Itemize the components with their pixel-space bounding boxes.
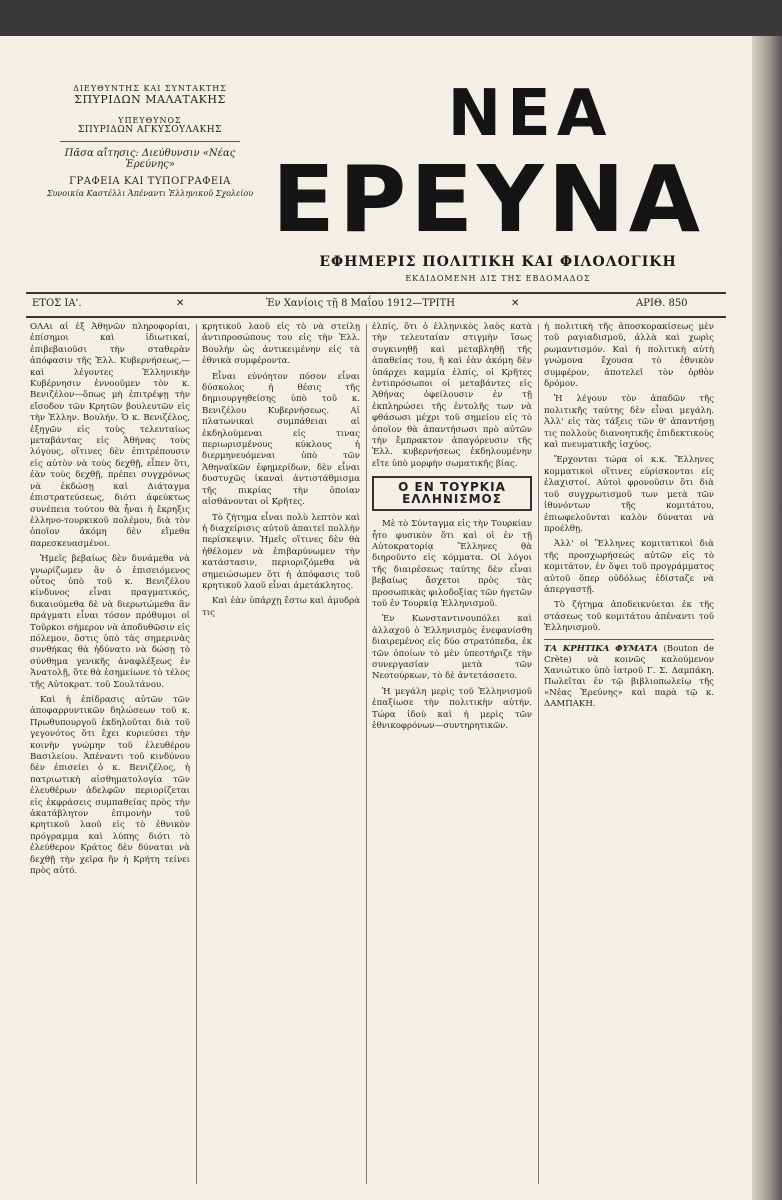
staff-box <box>40 84 260 198</box>
title-nea: ΝΕΑ <box>447 77 613 151</box>
title-ereuna: ΕΡΕΥΝΑ <box>272 146 704 253</box>
staff-divider <box>60 141 240 142</box>
editor-role: ΔΙΕΥΘΥΝΤΗΣ ΚΑΙ ΣΥΝΤΑΚΤΗΣ <box>73 84 227 93</box>
article-paragraph: Ἐν Κωνσταντινουπόλει καὶ ἀλλαχοῦ ὁ Ἑλληνισμὸς ἐνεφανίσθη διαιρεμένος εἰς δύο στρατόπεδα, ἐκ τῶν ὁποίων τὸ μὲν ὑπεστήριζε τὴν συνεργασίαν μετὰ τῶν Νεοτούρκων, τὸ δὲ ἀντετάσσετο. <box>372 614 532 682</box>
article-paragraph: Τὸ ζήτημα ἀποδεικνύεται ἐκ τῆς στάσεως τοῦ κομιτάτου ἀπέναντι τοῦ Ἑλληνισμοῦ. <box>544 600 714 634</box>
article-paragraph: Μὲ τὸ Σύνταγμα εἰς τὴν Τουρκίαν ἦτο φυσικὸν ὅτι καὶ οἱ ἐν τῇ Αὐτοκρατορίᾳ Ἕλληνες θὰ διηροῦντο εἰς κόμματα. Οἱ λόγοι τῆς διαιρέσεως ταύτης δὲν εἶναι βεβαίως ἄσχετοι πρὸς τὰς προσωπικὰς φιλοδοξίας τῶν ἠγετῶν τοῦ ἐν Τουρκίᾳ Ἑλληνισμοῦ. <box>372 519 532 609</box>
advertisement-note <box>544 639 714 710</box>
page-edge <box>752 36 782 1200</box>
ad-text: (Bouton de Crète) νὰ κοινῶς καλούμενον Χανιώτικο ὑπὸ ἰατροῦ Γ. Σ. Δαμπάκη. Πωλεῖται ἐν τῷ βιβλιοπωλείῳ τῆς «Νέας Ἐρεύνης» καὶ παρὰ τῷ κ. ΔΑΜΠΑΚΗ. <box>544 643 714 709</box>
article-paragraph: Ἡ λέγουν τὸν ἀπαδῶν τῆς πολιτικῆς ταύτης δὲν εἶναι μεγάλη. Ἀλλ' εἰς τὰς τάξεις τῶν θ' ἀπαντήσῃ τις πολλοὺς διανοητικῆς ἐπιδεκτικοὺς καὶ πνευματικῆς ἰσχύος. <box>544 394 714 451</box>
subtitle: ΕΦΗΜΕΡΙΣ ΠΟΛΙΤΙΚΗ ΚΑΙ ΦΙΛΟΛΟΓΙΚΗ <box>319 254 677 270</box>
section-heading: Ο ΕΝ ΤΟΥΡΚΙΑ ΕΛΛΗΝΙΣΜΟΣ <box>372 476 532 511</box>
publication-frequency: ΕΚΔΙΔΟΜΕΝΗ ΔΙΣ ΤΗΣ ΕΒΔΟΜΑΔΟΣ <box>405 274 591 283</box>
column-divider <box>366 324 367 1184</box>
article-paragraph: κρητικοῦ λαοῦ εἰς τὸ νὰ στείλῃ ἀντιπροσώπους του εἰς τὴν Ἑλλ. Βουλὴν ὡς ἀντικειμένην εἰς τὰ ἐθνικὰ συμφέροντα. <box>202 322 360 367</box>
issue-number: ΑΡΙΘ. 850 <box>636 298 688 309</box>
column-3 <box>372 322 532 1172</box>
ad-title: ΤΑ ΚΡΗΤΙΚΑ ΦΥΜΑΤΑ <box>544 643 658 654</box>
manager-role: ΥΠΕΥΘΥΝΟΣ <box>118 116 182 125</box>
column-1 <box>30 322 190 1172</box>
editor-name: ΣΠΥΡΙΔΩΝ ΜΑΛΑΤΑΚΗΣ <box>74 93 226 106</box>
article-paragraph: Καὶ ἐὰν ὑπάρχῃ ἔστω καὶ ἀμυδρὰ τις <box>202 596 360 618</box>
office-address: Συνοικία Καστέλλι Ἀπέναντι Ἑλληνικοῦ Σχολείου <box>46 189 254 198</box>
year-label: ΕΤΟΣ ΙΑ'. <box>32 298 82 309</box>
article-paragraph: ἡ πολιτικὴ τῆς ἀποσκορακίσεως μὲν τοῦ ραγιαδισμοῦ, ἀλλὰ καὶ χωρὶς ρωμαντισμόν. Καὶ ἡ πολιτικὴ αὐτὴ γνώμονα ἔχουσα τὸ ἐθνικὸν συμφέρον, ἀποτελεῖ τὸν ὀρθὸν δρόμον. <box>544 322 714 390</box>
column-divider <box>538 324 539 1184</box>
correspondence-note: Πᾶσα αἴτησις: Διεύθυνσιν «Νέας Ἐρεύνης» <box>64 148 236 170</box>
newspaper-page <box>0 36 752 1200</box>
article-paragraph: Εἶναι εὐνόητον πόσον εἶναι δύσκολος ἡ θέσις τῆς δημιουργηθείσης ὑπὸ τοῦ κ. Βενιζέλου Κυβερνήσεως. Αἱ πλατωνικαὶ συμπάθειαι αἱ ἐκδηλούμεναι εἰς τινας περιωρισμένους κύκλους ἡ διερμηνευόμεναι ὑπὸ τῶν Ἀθηναϊκῶν ἐφημερίδων, δὲν εἶναι δυστυχῶς ἱκαναὶ ἀντιστάθμισμα τῆς πικρίας τὴν ὁποίαν αἰσθάνονται οἱ Κρῆτες. <box>202 371 360 508</box>
article-paragraph: ΟΛΑι αἱ ἐξ Ἀθηνῶν πληροφορίαι, ἐπίσημοι καὶ ἰδιωτικαί, ἐπιβεβαιοῦσι τὴν σταθερὰν ἀπόφασιν τῆς Ἑλλ. Κυβερνήσεως,—καὶ λέγοντες Ἑλληνικὴν Κυβέρνησιν ἐννοοῦμεν τὸν κ. Βενιζέλον—ὅπως μὴ ἐπιτρέψῃ τὴν εἴσοδον τῶν Κρητῶν βουλευτῶν εἰς τὴν Ἑλλην. Βουλήν. Ὁ κ. Βενιζέλος, ἐξηγῶν εἰς τοὺς τελευταίως μεταβάντας εἰς Ἀθήνας τοὺς λόγους, οἵτινες δὲν ἐπιτρέπουσιν εἰς αὐτὸν νὰ τοὺς δεχθῇ, εἶπεν ὅτι, ἐὰν τοὺς δεχθῇ, πρέπει συγχρόνως νὰ ἐκδώσῃ καὶ Διάταγμα ἐπιστρατεύσεως, διότι ἀφεύκτως συνέπεια τούτου θὰ ἦναι ἡ ἔκρηξις ἑλληνο-τουρκικοῦ πολέμου, διὰ τὸν ὁποῖον ἀκόμη δὲν εἴμεθα παρεσκευασμένοι. <box>30 322 190 549</box>
ornament-x-icon: ✕ <box>511 298 520 309</box>
dateline-bar <box>26 292 726 318</box>
article-paragraph: Ἡμεῖς βεβαίως δὲν δυνάμεθα νὰ γνωρίζωμεν ἂν ὁ ἐπισειόμενος οὗτος ὑπὸ τοῦ κ. Βενιζέλου κίνδυνος εἶναι πραγματικός, δικαιούμεθα δὲ νὰ διερωτώμεθα ἂν πράγματι εἶναι τόσον πρόθυμοι οἱ Τοῦρκοι σήμερον νὰ ἀποδυθῶσιν εἰς πόλεμον, ὅστις ὑπὸ τὰς σημερινὰς συνθήκας θὰ ἠδύνατο νὰ δώσῃ τὸ σύνθημα γενικῆς ἀναφλέξεως ἐν Ἀνατολῇ, ὅτε θὰ ἐσημείωνε τὸ τέλος τῆς Αὐτοκρατ. τοῦ Σουλτάνου. <box>30 554 190 690</box>
article-paragraph: Ἀλλ' οἱ Ἕλληνες κομιτατικοὶ διὰ τῆς προσχωρήσεώς αὐτῶν εἰς τὸ κομιτάτον, ἐν ὅψει τοῦ προγράμματος αὐτοῦ ὅπερ οὐδόλως ἐδίσταζε νὰ ἀπεργαστῇ. <box>544 539 714 595</box>
article-paragraph: Ἔρχονται τώρα οἱ κ.κ. Ἕλληνες κομματικοὶ οἵτινες εὑρίσκονται εἰς ἐλαχιστοί. Αὐτοὶ φρονοῦσιν ὅτι διὰ τοῦ συγχρωτισμοῦ των μετὰ τῶν ἰθυνόντων τῆς κομιτάτου, ἐπιωφελοῦνται καλὸν δύναται νὰ προέλθῃ. <box>544 455 714 534</box>
column-divider <box>196 324 197 1184</box>
article-paragraph: Καὶ ἡ ἐπίδρασις αὐτῶν τῶν ἀποφαρρυντικῶν δηλώσεων τοῦ κ. Πρωθυπουργοῦ ἐκδηλοῦται διὰ τοῦ γεγονότος ὅτι ἔχει κυριεύσει τὴν κοινὴν γνώμην τοῦ ἐλευθέρου Βασιλείου. Ἀπέναντι τοῦ κινδύνου δὲν ἐπισείει ὁ κ. Βενιζέλος, ἡ πατριωτικὴ αἰσθηματολογία τῶν ἐλευθέρων ἀδελφῶν περιορίζεται εἰς ἐκφράσεις συμπαθείας πρὸς τὴν ἀκατάβλητον ἐπιμονὴν τοῦ κρητικοῦ λαοῦ εἰς τὸ ἐθνικὸν πρόγραμμα καὶ λύπης διότι τὸ ἐλεύθερον Κράτος δὲν δύναται νὰ δεχθῇ τὴν χεῖρα ἣν ἡ Κρήτη τείνει πρὸς αὐτό. <box>30 695 190 877</box>
article-paragraph: ἐλπίς, ὅτι ὁ ἑλληνικὸς λαὸς κατὰ τὴν τελευταίαν στιγμὴν ἴσως συγκινηθῇ καὶ μεταβληθῇ τῆς ἀπαθείας του, ἢ καὶ ἐὰν ἀκόμη δὲν ὑπάρχει καμμία ἐλπίς, οἱ Κρῆτες ἐντιπρόσωποι οἱ μεταβάντες εἰς Ἀθήνας ὀφείλουσιν ἐν τῇ ἐκπληρώσει τῆς ἐντολῆς των νὰ φθάσωσι μέχρι τοῦ σημείου εἰς τὸ ὁποῖον θὰ ἀπαντήσωσι πρὸ αὐτῶν τὴν ἔμπρακτον ἀπαγόρευσιν τῆς Ἑλλ. κυβερνήσεως ἐκδηλουμένην εἴτε ὑπὸ μορφὴν σωματικῆς βίας. <box>372 322 532 469</box>
column-4 <box>544 322 714 1172</box>
article-paragraph: Ἡ μεγάλη μερὶς τοῦ Ἑλληνισμοῦ ἐπαξίωσε τὴν πολιτικὴν αὐτήν. Τώρα ἰδοὺ καὶ ἡ μερὶς τῶν ἐθνικοφρόνων—συντηρητικῶν. <box>372 686 532 731</box>
date-label: Ἐν Χανίοις τῇ 8 Μαΐου 1912—ΤΡΙΤΗ <box>266 298 456 309</box>
office-title: ΓΡΑΦΕΙΑ ΚΑΙ ΤΥΠΟΓΡΑΦΕΙΑ <box>69 176 231 187</box>
column-2 <box>202 322 360 1172</box>
manager-name: ΣΠΥΡΙΔΩΝ ΑΓΚΥΣΟΥΛΑΚΗΣ <box>78 125 222 135</box>
article-paragraph: Τὸ ζήτημα εἶναι πολὺ λεπτὸν καὶ ἡ διαχείρισις αὐτοῦ ἀπαιτεῖ πολλὴν περίσκεψιν. Ἡμεῖς οἵτινες δὲν θὰ ἠθέλομεν νὰ ἐπιβαρύνωμεν τὴν κατάστασιν, περιοριζόμεθα νὰ σημειώσωμεν ὅτι ἡ ἀπόφασις τοῦ κρητικοῦ λαοῦ εἶναι ἀμετάκλητος. <box>202 512 360 591</box>
ornament-x-icon: ✕ <box>176 298 185 309</box>
